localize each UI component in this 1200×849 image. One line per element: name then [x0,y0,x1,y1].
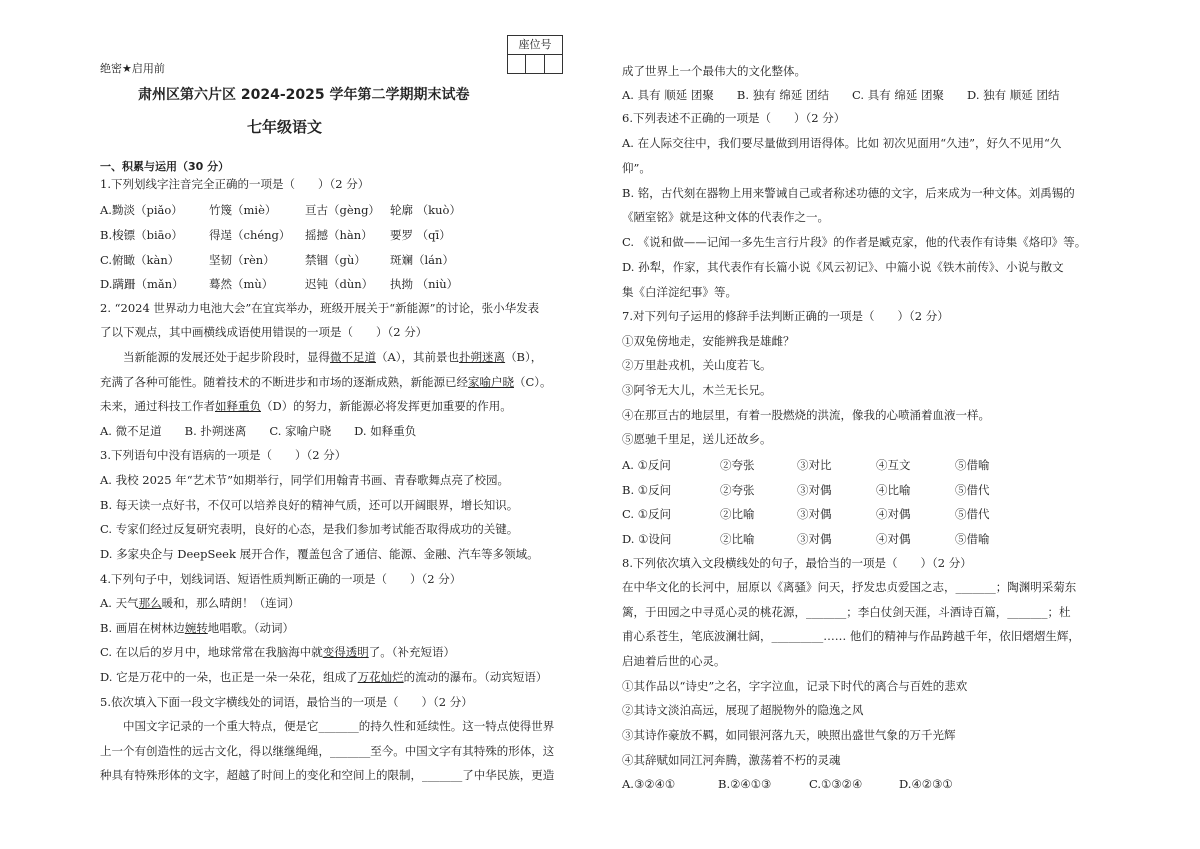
q2-passage: 当新能源的发展还处于起步阶段时，显得微不足道（A），其前景也扑朔迷离（B）， [123,350,543,364]
q1-opt: 蓦然（mù） [209,277,274,291]
seat-number-box [507,35,563,74]
q1-opt: 禁锢（gù） [305,253,366,267]
q1-opt: 轮廓 （kuò） [390,203,461,217]
q8-sentence: ①其作品以“诗史”之名，字字泣血，记录下时代的离合与百姓的悲欢 [622,679,968,693]
q7-opt: ④对偶 [876,532,911,546]
q7-opt: D. ①设问 [622,532,672,546]
q2-stem: 2. “2024 世界动力电池大会”在宜宾举办，班级开展关于“新能源”的讨论，张小华发表 [100,301,540,315]
q5-options: A. 具有 顺延 团聚 B. 独有 绵延 团结 C. 具有 绵延 团聚 D. 独有 顺延 团结 [622,88,1060,102]
q8-sentence: ②其诗文淡泊高远，展现了超脱物外的隐逸之风 [622,703,864,717]
exam-title: 肃州区第六片区 2024-2025 学年第二学期期末试卷 [138,87,470,103]
q8-passage: 甫心系苍生，笔底波澜壮阔，_________…… 他们的精神与作品跨越千年，依旧熠熠生辉， [622,629,1080,643]
q7-opt: B. ①反问 [622,483,672,497]
confidential-mark: 绝密★启用前 [100,62,165,75]
seat-number-label: 座位号 [508,36,562,55]
q7-sentence: ③阿爷无大儿，木兰无长兄。 [622,383,772,397]
q1-opt: 坚韧（rèn） [209,253,275,267]
q7-opt: ⑤借代 [955,483,990,497]
q7-opt: ②比喻 [720,507,755,521]
q8-passage: 篱，于田园之中寻觅心灵的桃花源，_______；李白仗剑天涯，斗酒诗百篇，_______；杜 [622,605,1071,619]
q1-opt: 斑斓（lán） [390,253,454,267]
q1-opt: 迟钝（dùn） [305,277,374,291]
q5-passage: 成了世界上一个最伟大的文化整体。 [622,64,806,78]
q1-opt: 要罗 （qī） [390,228,451,242]
q1-opt: 得逞（chéng） [209,228,291,242]
q1-opt: C.俯瞰（kàn） [100,253,180,267]
q1-opt: A.黝淡（piǎo） [100,203,183,217]
q7-stem: 7.对下列句子运用的修辞手法判断正确的一项是（ ）（2 分） [622,309,949,323]
q7-opt: ③对偶 [797,483,832,497]
q8-stem: 8.下列依次填入文段横线处的句子，最恰当的一项是（ ）（2 分） [622,556,972,570]
q5-stem: 5.依次填入下面一段文字横线处的词语，最恰当的一项是（ ）（2 分） [100,695,473,709]
q2-stem: 了以下观点，其中画横线成语使用错误的一项是（ ）（2 分） [100,325,428,339]
q1-opt: 摇撼（hàn） [305,228,373,242]
q7-opt: ②夸张 [720,483,755,497]
q3-stem: 3.下列语句中没有语病的一项是（ ）（2 分） [100,448,347,462]
q4-option-a: A. 天气那么暖和，那么晴朗！（连词） [100,596,300,610]
q8-opt: A.③②④① [622,777,676,791]
q6-option-a: 仰”。 [622,161,651,175]
q6-option-a: A. 在人际交往中，我们要尽量做到用语得体。比如 初次见面用“久违”，好久不见用“久 [622,136,1062,150]
q5-passage: 上一个有创造性的远古文化，得以继继绳绳，_______至今。中国文字有其特殊的形体，这 [100,744,555,758]
q6-option-b: 《陋室铭》就是这种文体的代表作之一。 [622,210,829,224]
q3-option-d: D. 多家央企与 DeepSeek 展开合作，覆盖包含了通信、能源、金融、汽车等多领域。 [100,547,539,561]
q1-opt: 竹篾（miè） [209,203,277,217]
q8-sentence: ④其辞赋如同江河奔腾，激荡着不朽的灵魂 [622,753,841,767]
q7-sentence: ⑤愿驰千里足，送儿还故乡。 [622,432,772,446]
q1-opt: D.蹒跚（mǎn） [100,277,184,291]
q1-opt: B.梭镖（biāo） [100,228,183,242]
q7-opt: C. ①反问 [622,507,672,521]
q2-options: A. 微不足道 B. 扑朔迷离 C. 家喻户晓 D. 如释重负 [100,424,417,438]
q4-option-d: D. 它是万花中的一朵，也正是一朵一朵花，组成了万花灿烂的流动的瀑布。（动宾短语） [100,670,548,684]
q7-opt: ④比喻 [876,483,911,497]
q8-passage: 在中华文化的长河中，屈原以《离骚》问天，抒发忠贞爱国之志，_______；陶渊明采菊东 [622,580,1077,594]
section-heading: 一、积累与运用（30 分） [100,160,230,173]
q6-option-d: D. 孙犁，作家，其代表作有长篇小说《风云初记》、中篇小说《铁木前传》、小说与散文 [622,260,1064,274]
seat-cell [526,55,544,73]
q8-opt: B.②④①③ [718,777,772,791]
q3-option-a: A. 我校 2025 年“艺术节”如期举行，同学们用翰青书画、青春歌舞点亮了校园。 [100,473,509,487]
q7-opt: ⑤借代 [955,507,990,521]
q8-opt: C.①③②④ [809,777,863,791]
seat-cell [508,55,526,73]
q6-option-b: B. 铭，古代刻在器物上用来警诫自己或者称述功德的文字，后来成为一种文体。刘禹锡的 [622,186,1075,200]
q7-opt: ②夸张 [720,458,755,472]
q7-opt: ④互文 [876,458,911,472]
q7-sentence: ④在那亘古的地层里，有着一股燃烧的洪流，像我的心喷涌着血液一样。 [622,408,990,422]
q1-opt: 亘古（gèng） [305,203,380,217]
q7-opt: ⑤借喻 [955,532,990,546]
q2-passage: 充满了各种可能性。随着技术的不断进步和市场的逐渐成熟，新能源已经家喻户晓（C）。 [100,375,552,389]
q8-sentence: ③其诗作豪放不羁，如同银河落九天，映照出盛世气象的万千光辉 [622,728,956,742]
q7-sentence: ②万里赴戎机，关山度若飞。 [622,358,772,372]
q8-opt: D.④②③① [899,777,953,791]
q4-option-c: C. 在以后的岁月中，地球常常在我脑海中就变得透明了。（补充短语） [100,645,455,659]
q6-stem: 6.下列表述不正确的一项是（ ）（2 分） [622,111,846,125]
seat-cell [545,55,562,73]
q7-opt: ③对偶 [797,507,832,521]
q4-stem: 4.下列句子中，划线词语、短语性质判断正确的一项是（ ）（2 分） [100,572,462,586]
q1-opt: 执拗 （niù） [390,277,459,291]
q3-option-c: C. 专家们经过反复研究表明，良好的心态，是我们参加考试能否取得成功的关键。 [100,522,519,536]
q7-opt: A. ①反问 [622,458,671,472]
q7-opt: ③对偶 [797,532,832,546]
q4-option-b: B. 画眉在树林边婉转地唱歌。（动词） [100,621,295,635]
q7-opt: ②比喻 [720,532,755,546]
exam-subtitle: 七年级语文 [247,118,323,136]
q7-opt: ③对比 [797,458,832,472]
q6-option-c: C. 《说和做——记闻一多先生言行片段》的作者是臧克家，他的代表作有诗集《烙印》等。 [622,235,1087,249]
q5-passage: 种具有特殊形体的文字，超越了时间上的变化和空间上的限制，_______了中华民族，更造 [100,768,555,782]
q8-passage: 启迪着后世的心灵。 [622,654,726,668]
q3-option-b: B. 每天读一点好书，不仅可以培养良好的精神气质，还可以开阔眼界，增长知识。 [100,498,519,512]
q7-opt: ⑤借喻 [955,458,990,472]
q1-stem: 1.下列划线字注音完全正确的一项是（ ）（2 分） [100,177,370,191]
q2-passage: 未来，通过科技工作者如释重负（D）的努力，新能源必将发挥更加重要的作用。 [100,399,512,413]
q5-passage: 中国文字记录的一个重大特点，便是它_______的持久性和延续性。这一特点使得世界 [123,719,555,733]
q7-opt: ④对偶 [876,507,911,521]
q7-sentence: ①双兔傍地走，安能辨我是雄雌？ [622,334,795,348]
q6-option-d: 集《白洋淀纪事》等。 [622,285,737,299]
